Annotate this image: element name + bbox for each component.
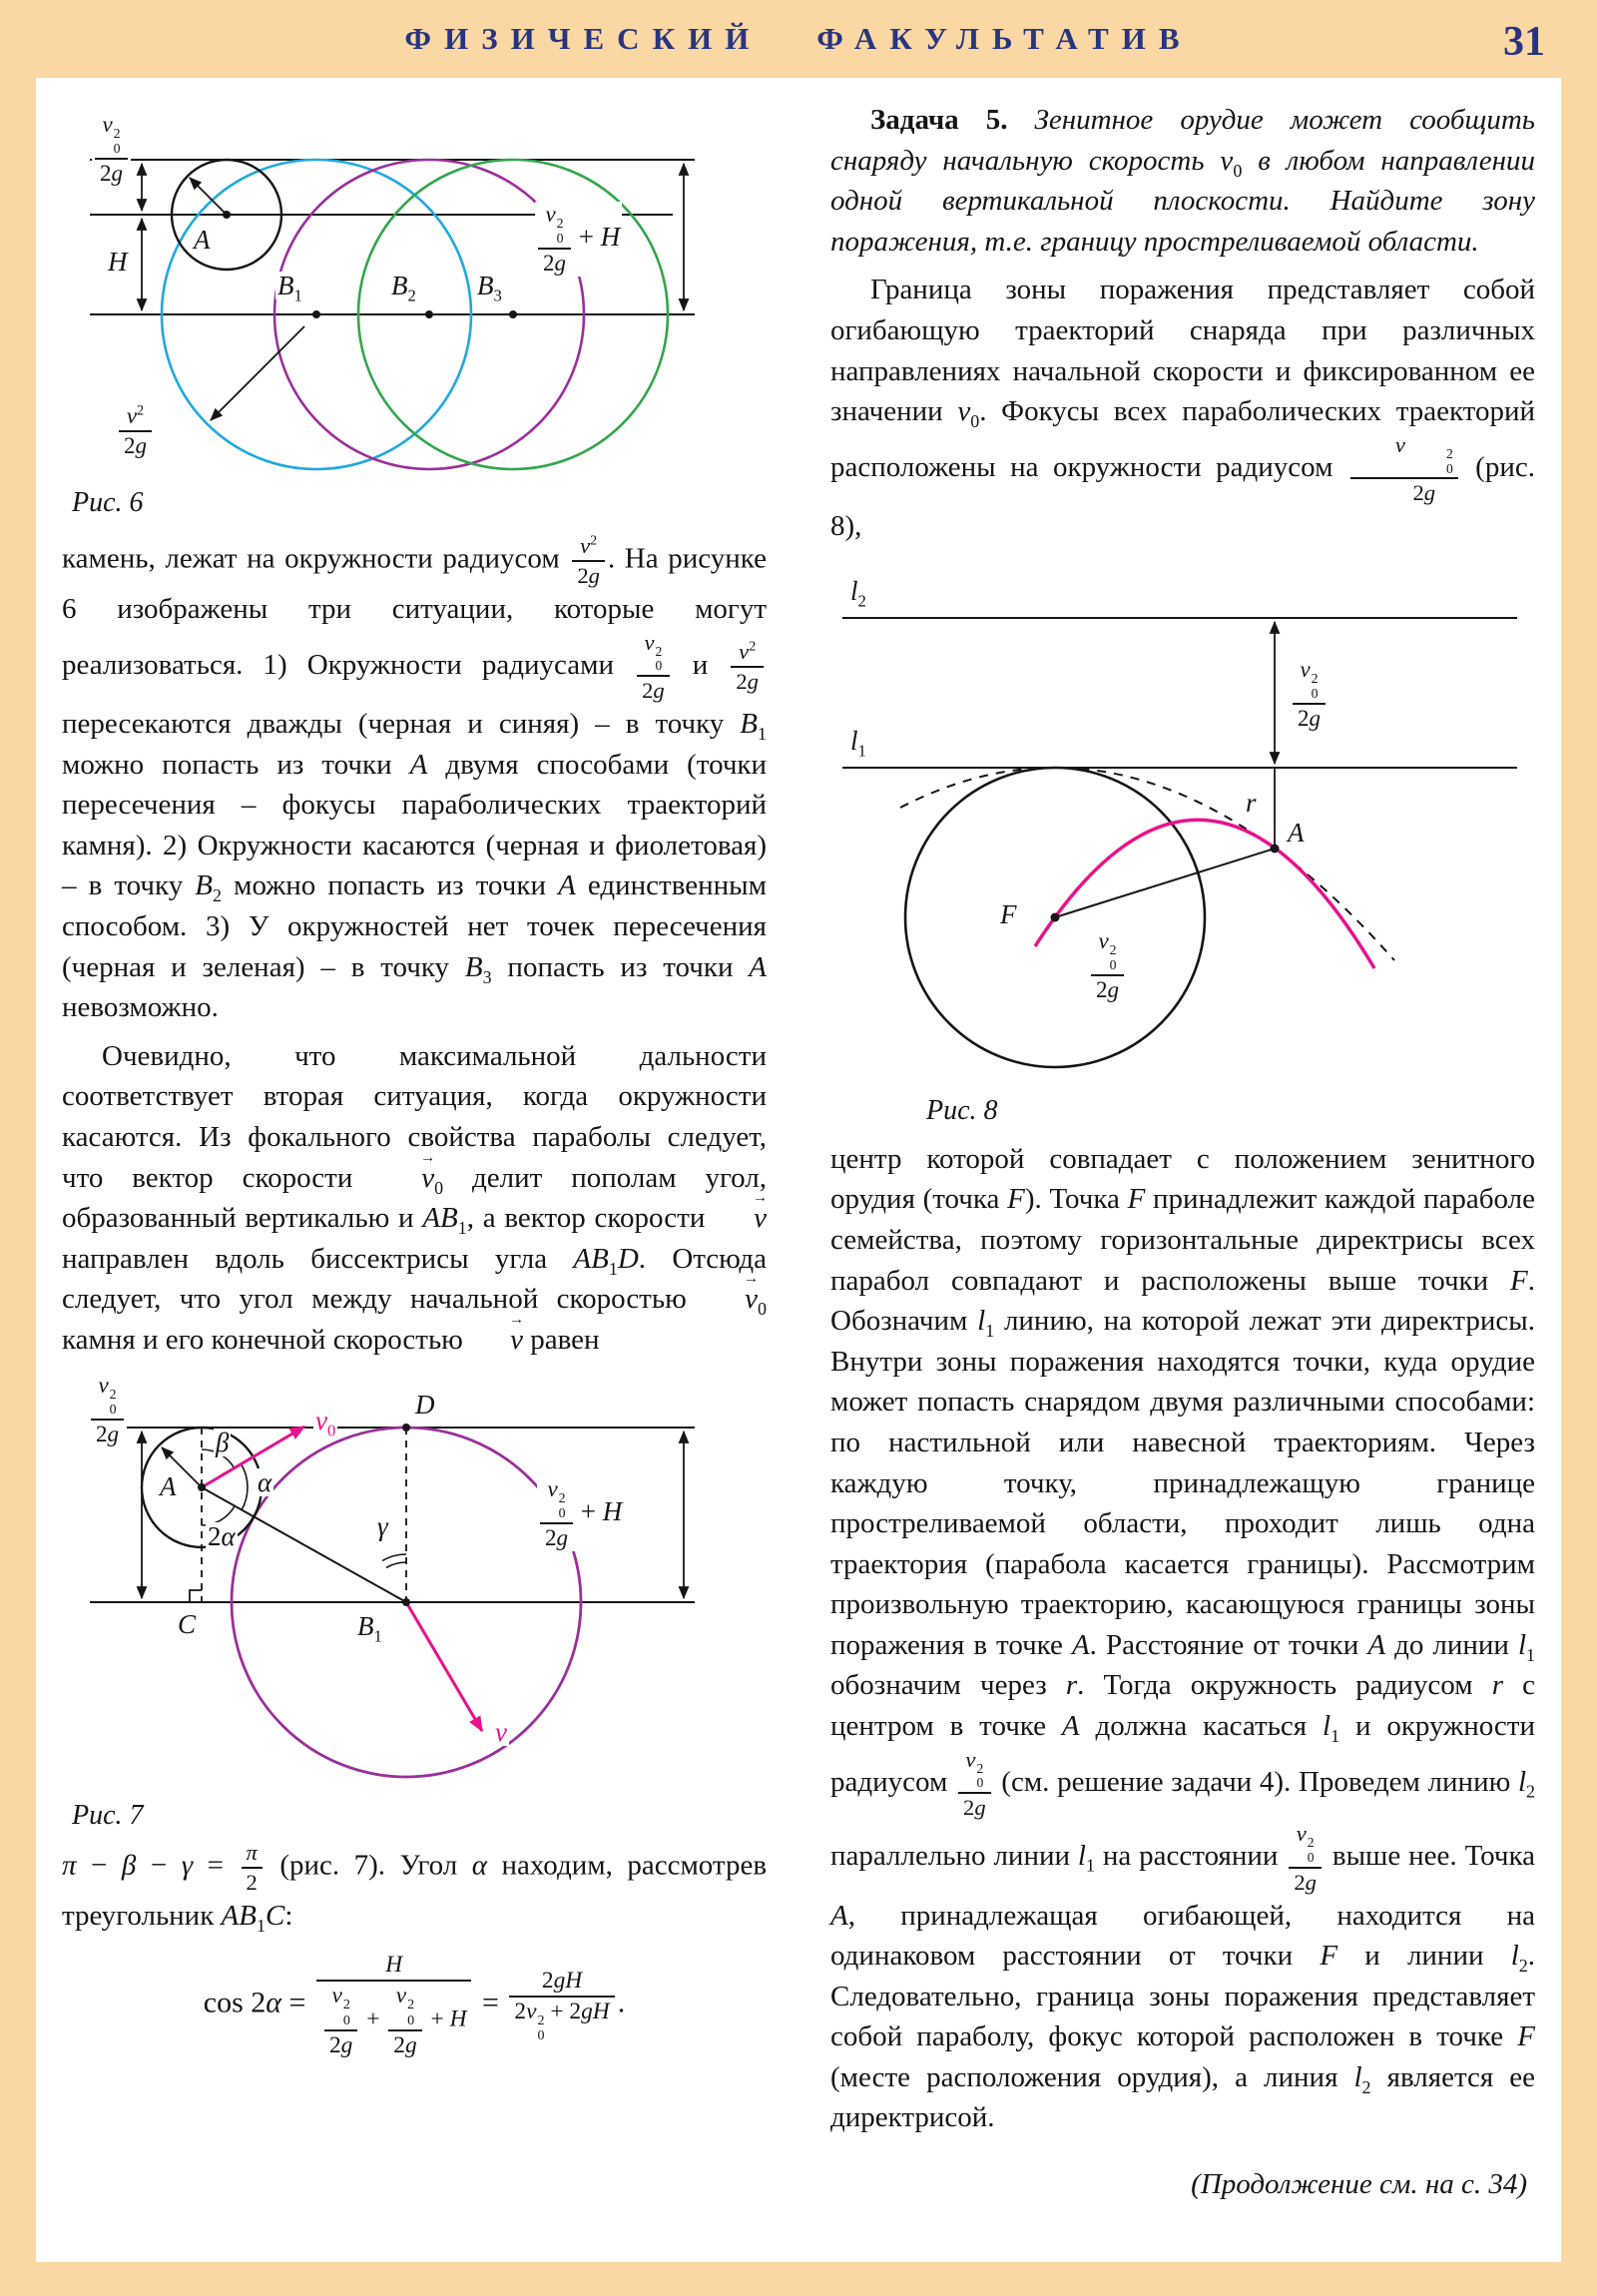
fig6-label-b2: $B_2$ [391, 271, 416, 305]
figure-8 [830, 573, 1535, 1127]
fig8-svg [830, 573, 1529, 1087]
fig8-label-l2: $l_2$ [850, 575, 866, 611]
fig8-label-v0-gap: v 2 0 2g [1290, 657, 1329, 732]
article-sheet [36, 78, 1561, 2262]
figure-6 [62, 100, 767, 519]
page-header [0, 0, 1597, 78]
fig7-label-2alpha: 2α [208, 1520, 236, 1551]
fig7-velocity-vectors [202, 1427, 482, 1731]
fig8-envelope-dashed [900, 768, 1394, 960]
fig8-label-l1: $l_1$ [850, 725, 866, 761]
fig6-caption: Рис. 6 [72, 487, 144, 518]
fig7-label-v0-plus-h: v 2 0 2g + H [537, 1476, 624, 1551]
fig8-line-fa [1055, 849, 1275, 917]
fig8-trajectory-magenta [1035, 817, 1374, 968]
fig7-label-a: A [160, 1470, 177, 1501]
fig7-label-v0-frac: v 2 0 2g [88, 1373, 127, 1447]
fig6-label-v0-plus-h: v 2 0 2g + H [535, 202, 622, 277]
fig7-label-v-vector: v [495, 1716, 507, 1747]
fig6-label-h: H [108, 247, 128, 277]
fig7-label-alpha: α [258, 1466, 272, 1497]
fig8-label-f: F [1000, 898, 1017, 929]
fig7-label-b1: $B_1$ [357, 1610, 382, 1645]
fig7-label-beta: β [216, 1427, 230, 1457]
fig6-label-a: A [194, 225, 211, 255]
fig7-svg [62, 1373, 721, 1792]
problem-5-statement: Задача 5. Зенитное орудие может сообщить снаряду начальную скорость $v_0$ в любом направлении одной вертикальной плоскости. Найдите зону поражения, т.е. границу простреливаемой области. [830, 104, 1536, 258]
fig8-directrix-lines [842, 618, 1517, 768]
continuation-note: (Продолжение см. на с. 34) [1191, 2168, 1527, 2201]
right-paragraph-2: Граница зоны поражения представляет собой огибающую траекторий снаряда при различных направлениях начальной скорости и фиксированном ее значении $v_0$. Фокусы всех параболических траекторий расположены на окружности радиусом v 2 0 2g (рис. 8), [830, 274, 1536, 543]
fig8-caption: Рис. 8 [926, 1094, 998, 1126]
right-paragraph-3: центр которой совпадает с положением зенитного орудия (точка F). Точка F принадлежит каждой параболе семейства, поэтому горизонтальные директрисы всех парабол совпадают и расположены выше точки F. Обозначим $l_1$ линию, на которой лежат эти директрисы. Внутри зоны поражения находятся точки, куда орудие может попасть снарядом двумя различными способами: по настильной или навесной траекториям. Через каждую точку, принадлежащую границе простреливаемой области, проходит лишь одна траектория (парабола касается границы). Рассмотрим произвольную траекторию, касающуюся границы зоны поражения в точке A. Расстояние от точки A до линии $l_1$ обозначим через r. Тогда окружность радиусом r с центром в точке A должна касаться $l_1$ и окружности радиусом v 2 0 2g (см. решение задачи 4). Проведем линию $l_2$ параллельно линии $l_1$ на расстоянии v 2 0 2g выше нее. Точка A, принадлежащая огибающей, находится на одинаковом расстоянии от точки F и линии $l_2$. Следовательно, граница зоны поражения представляет собой параболу, фокус которой расположен в точке F (месте расположения орудия), а линия $l_2$ является ее директрисой. [830, 1142, 1536, 2134]
left-paragraph-3: π − β − γ = $\frac{\pi}{2}$ (рис. 7). Угол α находим, рассмотрев треугольник $AB_1C$: [62, 1839, 768, 1936]
fig7-label-d: D [415, 1389, 435, 1420]
left-column [62, 100, 767, 2246]
fig6-label-b3: $B_3$ [477, 271, 502, 305]
fig6-label-v0-frac: v 2 0 2g [92, 112, 131, 187]
cosine-equation: cos 2α = H v 2 0 2g + v 2 0 2g + H = 2gH 2v 2 0 + 2gH . [203, 1952, 626, 2058]
fig8-label-v0-radius: v 2 0 2g [1088, 928, 1127, 1003]
left-paragraph-1: камень, лежат на окружности радиусом $\frac{v^2}{2g}$ . На рисунке 6 изображены три ситуации, которые могут реализоваться. 1) Окружности радиусами v 2 0 2g и $\frac{v^2}{2g}$ пересекаются дважды (черная и синяя) – в точку $B_1$ можно попасть из точки A двумя способами (точки пересечения – фокусы параболических траекторий камня). 2) Окружности касаются (черная и фиолетовая) – в точку $B_2$ можно попасть из точки A единственным способом. 3) У окружностей нет точек пересечения (черная и зеленая) – в точку $B_3$ попасть из точки A невозможно. [62, 533, 768, 1024]
fig7-caption: Рис. 7 [72, 1799, 144, 1831]
fig7-label-gamma: γ [377, 1510, 388, 1541]
page-title: ФИЗИЧЕСКИЙ ФАКУЛЬТАТИВ [404, 21, 1193, 56]
fig7-label-c: C [178, 1608, 197, 1639]
fig8-label-r: r [1246, 787, 1257, 818]
figure-7 [62, 1373, 767, 1832]
fig6-label-v-frac: $\frac{v^2}{2g}$ [116, 403, 155, 460]
right-column [830, 100, 1535, 2246]
fig7-label-v0-vector: $v_0$ [315, 1405, 336, 1439]
fig7-right-angle-mark [190, 1590, 202, 1602]
fig6-label-b1: $B_1$ [277, 271, 302, 305]
fig6-points [223, 211, 517, 318]
page-number: 31 [1503, 19, 1545, 65]
fig8-label-a: A [1288, 817, 1305, 848]
left-paragraph-2: Очевидно, что максимальной дальности соответствует вторая ситуация, когда окружности касаются. Из фокального свойства параболы следует, что вектор скорости $v \to_0$ делит пополам угол, образованный вертикалью и $AB_1$, а вектор скорости v → направлен вдоль биссектрисы угла $AB_1D$. Отсюда следует, что угол между начальной скоростью $v \to_0$ камня и его конечной скоростью v → равен [62, 1036, 767, 1361]
